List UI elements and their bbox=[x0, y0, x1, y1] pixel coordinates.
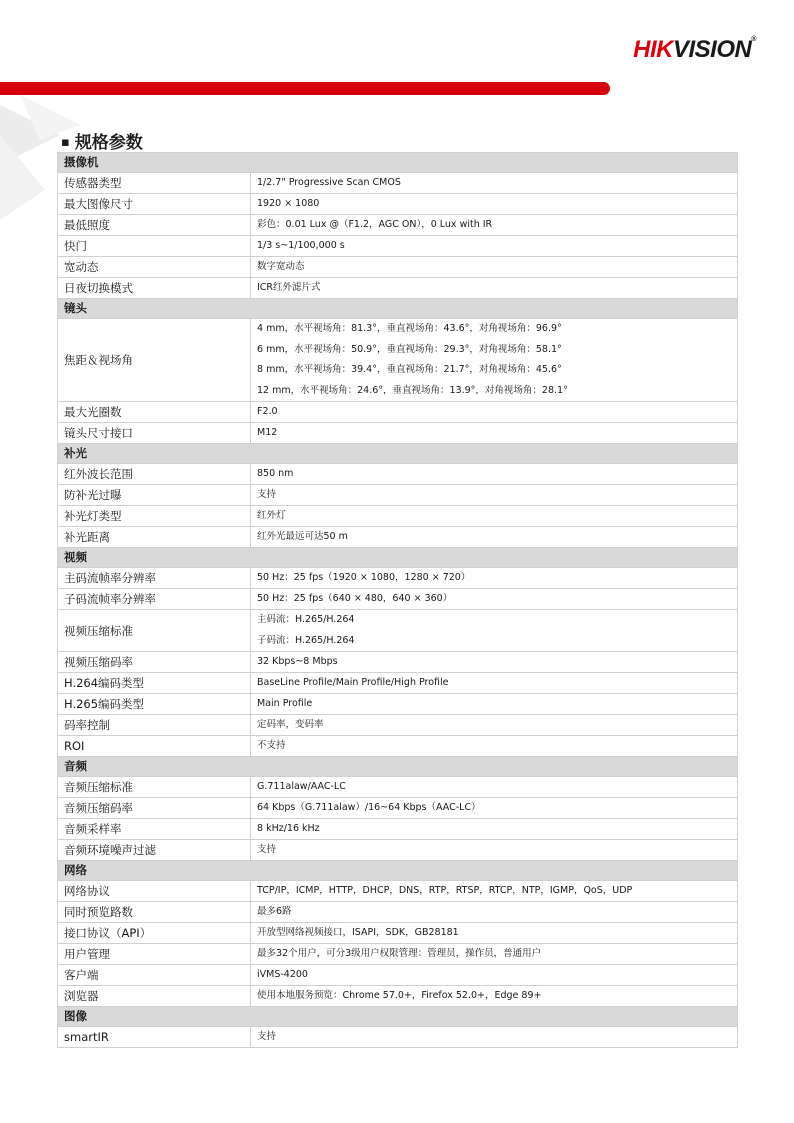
spec-value bbox=[251, 694, 738, 715]
spec-row bbox=[58, 902, 738, 923]
spec-value bbox=[251, 423, 738, 444]
spec-value bbox=[251, 610, 738, 652]
spec-name: 最低照度 bbox=[58, 215, 251, 236]
spec-value-line: 子码流：H.265/H.264 bbox=[257, 634, 355, 646]
spec-name: 传感器类型 bbox=[58, 173, 251, 194]
spec-row bbox=[58, 652, 738, 673]
spec-row bbox=[58, 464, 738, 485]
spec-value bbox=[251, 965, 738, 986]
spec-row bbox=[58, 965, 738, 986]
spec-value-line: 8 kHz/16 kHz bbox=[257, 823, 320, 834]
spec-value-line: BaseLine Profile/Main Profile/High Profile bbox=[257, 677, 449, 688]
spec-value bbox=[251, 986, 738, 1007]
spec-value bbox=[251, 652, 738, 673]
spec-value-line: 支持 bbox=[257, 1031, 277, 1042]
spec-name: 子码流帧率分辨率 bbox=[58, 589, 251, 610]
logo-registered-mark: ® bbox=[751, 36, 756, 43]
spec-value-line: 数字宽动态 bbox=[257, 261, 305, 272]
header-red-bar bbox=[0, 82, 610, 95]
spec-value bbox=[251, 923, 738, 944]
spec-value-line: 8 mm，水平视场角：39.4°，垂直视场角：21.7°，对角视场角：45.6° bbox=[257, 364, 562, 375]
title-bullet-icon: ▪ bbox=[61, 135, 70, 150]
spec-row bbox=[58, 506, 738, 527]
spec-row bbox=[58, 715, 738, 736]
spec-value-line: 1/2.7" Progressive Scan CMOS bbox=[257, 177, 401, 188]
hikvision-logo bbox=[633, 36, 756, 64]
category-row bbox=[58, 757, 738, 777]
spec-value-line: 32 Kbps~8 Mbps bbox=[257, 656, 338, 667]
spec-value-line: 1920 × 1080 bbox=[257, 198, 320, 209]
spec-row bbox=[58, 798, 738, 819]
spec-value-line: 50 Hz：25 fps（640 × 480，640 × 360） bbox=[257, 593, 453, 604]
spec-value bbox=[251, 215, 738, 236]
spec-value-line: iVMS-4200 bbox=[257, 969, 308, 980]
spec-name: 码率控制 bbox=[58, 715, 251, 736]
category-label: 镜头 bbox=[58, 299, 738, 319]
spec-value bbox=[251, 777, 738, 798]
spec-name: 宽动态 bbox=[58, 257, 251, 278]
spec-value bbox=[251, 819, 738, 840]
logo-hik-text: HIK bbox=[633, 36, 673, 63]
spec-value bbox=[251, 402, 738, 423]
category-label: 补光 bbox=[58, 444, 738, 464]
spec-value-line: ICR红外滤片式 bbox=[257, 282, 321, 293]
spec-name: ROI bbox=[58, 736, 251, 757]
spec-row bbox=[58, 589, 738, 610]
spec-value bbox=[251, 840, 738, 861]
spec-name: 视频压缩标准 bbox=[58, 610, 251, 652]
category-row bbox=[58, 299, 738, 319]
category-label: 摄像机 bbox=[58, 153, 738, 173]
spec-value-line: 6 mm，水平视场角：50.9°，垂直视场角：29.3°，对角视场角：58.1° bbox=[257, 343, 562, 355]
spec-value-line: 12 mm，水平视场角：24.6°，垂直视场角：13.9°，对角视场角：28.1° bbox=[257, 384, 568, 396]
spec-value bbox=[251, 527, 738, 548]
spec-value-line: 最多6路 bbox=[257, 906, 292, 917]
spec-value-line: 64 Kbps（G.711alaw）/16~64 Kbps（AAC-LC） bbox=[257, 802, 481, 813]
spec-value bbox=[251, 944, 738, 965]
spec-value-line: 支持 bbox=[257, 489, 277, 500]
spec-value-line: 使用本地服务预览：Chrome 57.0+，Firefox 52.0+，Edge 89+ bbox=[257, 990, 542, 1001]
spec-name: 视频压缩码率 bbox=[58, 652, 251, 673]
spec-value bbox=[251, 881, 738, 902]
spec-name: 主码流帧率分辨率 bbox=[58, 568, 251, 589]
spec-name: 焦距＆视场角 bbox=[58, 319, 251, 402]
section-title-text: 规格参数 bbox=[74, 133, 143, 153]
spec-value bbox=[251, 173, 738, 194]
category-row bbox=[58, 444, 738, 464]
spec-value-line: 支持 bbox=[257, 844, 277, 855]
spec-value-line: 红外灯 bbox=[257, 510, 286, 521]
spec-row bbox=[58, 278, 738, 299]
spec-value-line: F2.0 bbox=[257, 406, 278, 417]
category-row bbox=[58, 153, 738, 173]
spec-row bbox=[58, 319, 738, 402]
spec-row bbox=[58, 923, 738, 944]
spec-value-line: 50 Hz：25 fps（1920 × 1080，1280 × 720） bbox=[257, 572, 471, 583]
spec-name: 音频环境噪声过滤 bbox=[58, 840, 251, 861]
category-label: 视频 bbox=[58, 548, 738, 568]
spec-row bbox=[58, 568, 738, 589]
spec-value-line: 4 mm，水平视场角：81.3°，垂直视场角：43.6°，对角视场角：96.9° bbox=[257, 323, 562, 334]
spec-value-line: 开放型网络视频接口，ISAPI，SDK，GB28181 bbox=[257, 927, 459, 938]
spec-value bbox=[251, 194, 738, 215]
spec-value bbox=[251, 902, 738, 923]
spec-row bbox=[58, 423, 738, 444]
spec-name: 防补光过曝 bbox=[58, 485, 251, 506]
spec-row bbox=[58, 944, 738, 965]
spec-name: 红外波长范围 bbox=[58, 464, 251, 485]
spec-row bbox=[58, 402, 738, 423]
spec-row bbox=[58, 236, 738, 257]
spec-value bbox=[251, 278, 738, 299]
spec-row bbox=[58, 673, 738, 694]
spec-value bbox=[251, 589, 738, 610]
spec-value-line: 850 nm bbox=[257, 468, 294, 479]
spec-name: 音频采样率 bbox=[58, 819, 251, 840]
spec-value bbox=[251, 568, 738, 589]
section-title bbox=[61, 128, 143, 153]
spec-row bbox=[58, 527, 738, 548]
spec-value-line: TCP/IP，ICMP，HTTP，DHCP，DNS，RTP，RTSP，RTCP，NTP，IGMP，QoS，UDP bbox=[257, 885, 633, 896]
spec-value-line: G.711alaw/AAC-LC bbox=[257, 781, 346, 792]
logo-vision-text: VISION bbox=[672, 36, 752, 63]
category-label: 图像 bbox=[58, 1007, 738, 1027]
spec-row bbox=[58, 819, 738, 840]
spec-value bbox=[251, 485, 738, 506]
spec-name: 用户管理 bbox=[58, 944, 251, 965]
spec-name: 接口协议（API） bbox=[58, 923, 251, 944]
spec-row bbox=[58, 173, 738, 194]
spec-row bbox=[58, 194, 738, 215]
spec-value bbox=[251, 715, 738, 736]
spec-name: H.265编码类型 bbox=[58, 694, 251, 715]
spec-row bbox=[58, 485, 738, 506]
spec-row bbox=[58, 215, 738, 236]
spec-row bbox=[58, 840, 738, 861]
spec-value-line: 最多32个用户，可分3级用户权限管理：管理员，操作员，普通用户 bbox=[257, 948, 542, 959]
spec-table bbox=[57, 152, 738, 1048]
category-label: 音频 bbox=[58, 757, 738, 777]
spec-table-body bbox=[58, 153, 738, 1048]
spec-name: 音频压缩标准 bbox=[58, 777, 251, 798]
spec-value bbox=[251, 798, 738, 819]
spec-value-line: 红外光最远可达50 m bbox=[257, 531, 348, 542]
spec-value-line: 不支持 bbox=[257, 740, 286, 751]
spec-value bbox=[251, 673, 738, 694]
spec-value bbox=[251, 257, 738, 278]
spec-name: 最大光圈数 bbox=[58, 402, 251, 423]
category-label: 网络 bbox=[58, 861, 738, 881]
spec-name: 同时预览路数 bbox=[58, 902, 251, 923]
spec-value-line: M12 bbox=[257, 427, 278, 438]
spec-value-line: 主码流：H.265/H.264 bbox=[257, 614, 355, 625]
spec-row bbox=[58, 610, 738, 652]
spec-name: 网络协议 bbox=[58, 881, 251, 902]
spec-value bbox=[251, 236, 738, 257]
spec-value-line: 1/3 s~1/100,000 s bbox=[257, 240, 345, 251]
spec-row bbox=[58, 736, 738, 757]
spec-name: 最大图像尺寸 bbox=[58, 194, 251, 215]
spec-name: 客户端 bbox=[58, 965, 251, 986]
category-row bbox=[58, 1007, 738, 1027]
spec-row bbox=[58, 986, 738, 1007]
spec-value-line: 定码率，变码率 bbox=[257, 719, 324, 730]
spec-row bbox=[58, 694, 738, 715]
spec-value-line: Main Profile bbox=[257, 698, 313, 709]
spec-name: 补光灯类型 bbox=[58, 506, 251, 527]
spec-row bbox=[58, 777, 738, 798]
spec-name: H.264编码类型 bbox=[58, 673, 251, 694]
spec-name: 浏览器 bbox=[58, 986, 251, 1007]
category-row bbox=[58, 548, 738, 568]
spec-name: smartIR bbox=[58, 1027, 251, 1048]
spec-value bbox=[251, 319, 738, 402]
spec-name: 快门 bbox=[58, 236, 251, 257]
spec-value bbox=[251, 464, 738, 485]
spec-value bbox=[251, 506, 738, 527]
spec-name: 音频压缩码率 bbox=[58, 798, 251, 819]
spec-row bbox=[58, 1027, 738, 1048]
spec-name: 镜头尺寸接口 bbox=[58, 423, 251, 444]
spec-value bbox=[251, 1027, 738, 1048]
spec-row bbox=[58, 257, 738, 278]
spec-value-line: 彩色：0.01 Lux @（F1.2，AGC ON），0 Lux with IR bbox=[257, 219, 493, 230]
spec-row bbox=[58, 881, 738, 902]
spec-value bbox=[251, 736, 738, 757]
spec-name: 补光距离 bbox=[58, 527, 251, 548]
category-row bbox=[58, 861, 738, 881]
spec-name: 日夜切换模式 bbox=[58, 278, 251, 299]
